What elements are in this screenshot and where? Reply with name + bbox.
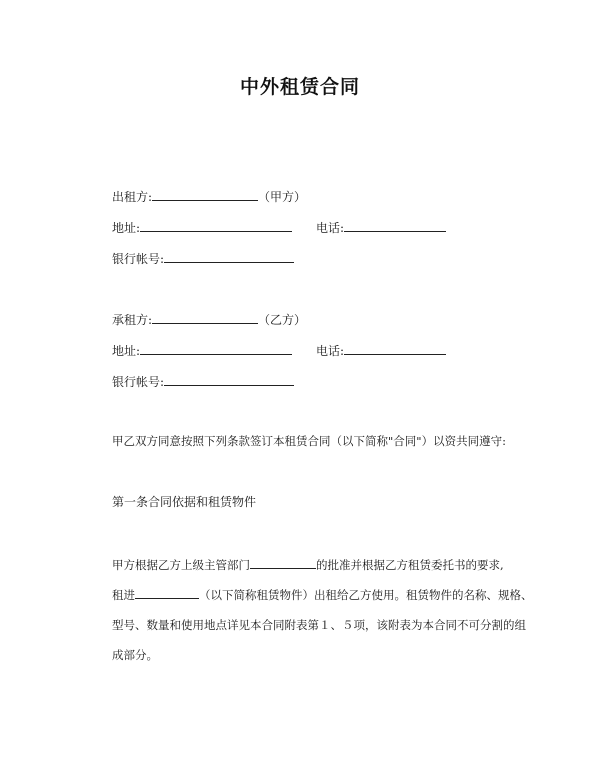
lessor-address-blank[interactable] [140, 219, 292, 232]
article-1-text-1b: 的批准并根据乙方租赁委托书的要求, [316, 558, 504, 572]
lessor-phone-line [316, 219, 446, 236]
article-1-heading: 第一条合同依据和租赁物件 [112, 495, 257, 509]
lessee-party-tag: （乙方） [258, 313, 307, 327]
lessee-line [112, 311, 306, 328]
lessee-label: 承租方: [112, 313, 153, 327]
article-1-line-4: 成部分。 [112, 648, 158, 662]
approval-dept-blank[interactable] [250, 556, 316, 569]
lessor-line [112, 188, 306, 205]
lessee-bank-line [112, 373, 294, 390]
lessor-phone-blank[interactable] [344, 219, 446, 232]
document-title: 中外租赁合同 [239, 76, 360, 98]
lessee-phone-label: 电话: [316, 344, 345, 358]
lessor-bank-label: 银行帐号: [112, 252, 165, 266]
leased-item-blank[interactable] [135, 586, 199, 599]
lessor-address-label: 地址: [112, 221, 141, 235]
lessee-address-label: 地址: [112, 344, 141, 358]
lessee-address-line [112, 342, 292, 359]
intro-paragraph: 甲乙双方同意按照下列条款签订本租赁合同（以下简称"合同"）以资共同遵守: [112, 434, 506, 448]
article-1-text-2a: 租进 [112, 588, 135, 602]
lessee-bank-blank[interactable] [164, 373, 294, 386]
article-1-text-1a: 甲方根据乙方上级主管部门 [112, 558, 250, 572]
lessor-address-line [112, 219, 292, 236]
lessor-phone-label: 电话: [316, 221, 345, 235]
lessee-address-blank[interactable] [140, 342, 292, 355]
lessor-bank-line [112, 250, 294, 267]
lessee-phone-line [316, 342, 446, 359]
lessor-party-tag: （甲方） [258, 190, 307, 204]
lessee-phone-blank[interactable] [344, 342, 446, 355]
lessee-bank-label: 银行帐号: [112, 375, 165, 389]
lessee-name-blank[interactable] [152, 311, 258, 324]
article-1-line-3: 型号、数量和使用地点详见本合同附表第１、５项，该附表为本合同不可分割的组 [112, 618, 526, 632]
article-1-line-1 [112, 556, 504, 573]
lessor-bank-blank[interactable] [164, 250, 294, 263]
lessor-name-blank[interactable] [152, 188, 258, 201]
lessor-label: 出租方: [112, 190, 153, 204]
article-1-line-2 [112, 586, 533, 603]
article-1-text-2b: （以下简称租赁物件）出租给乙方使用。租赁物件的名称、规格、 [199, 588, 533, 602]
